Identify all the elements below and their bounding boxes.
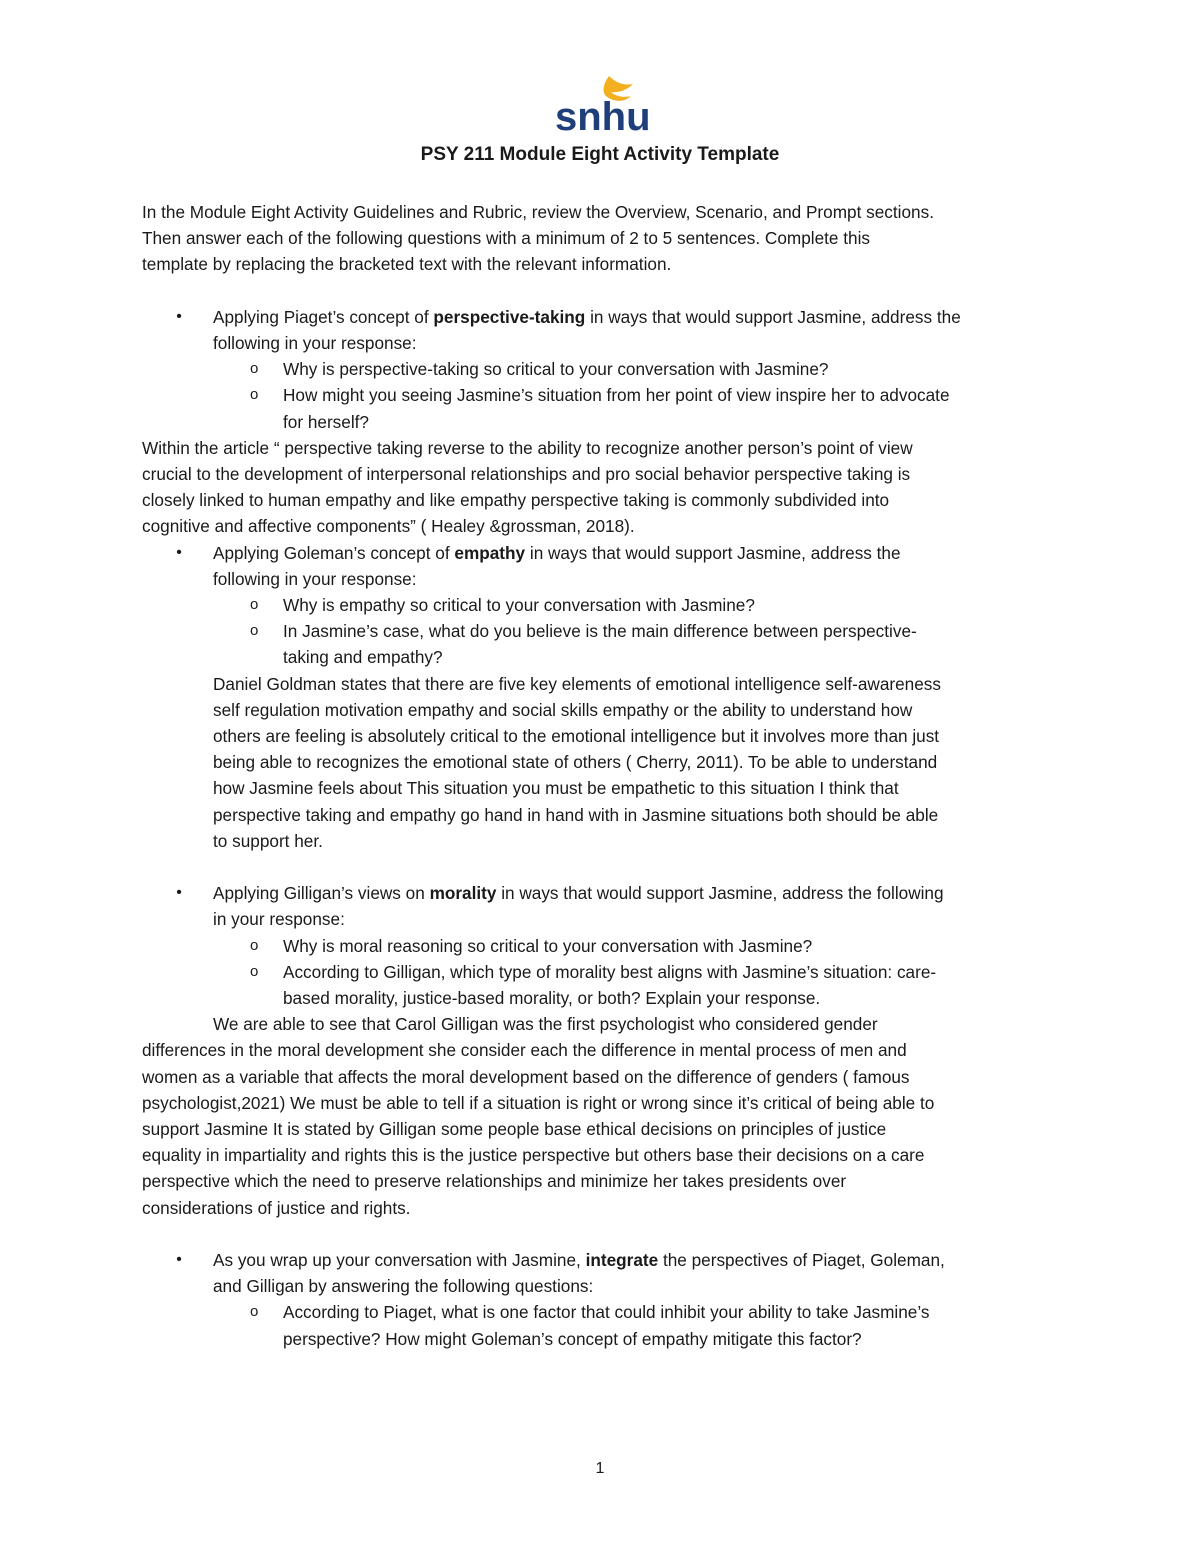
logo-wordmark: snhu	[555, 95, 651, 139]
bullet-marker: •	[176, 884, 182, 902]
sub-question: o According to Gilligan, which type of morality best aligns with Jasmine’s situation: care-	[142, 959, 1072, 985]
answer-line: perspective which the need to preserve relationships and minimize her takes presidents over	[142, 1171, 847, 1192]
sub-question: o In Jasmine’s case, what do you believe is the main difference between perspective-	[142, 618, 1072, 644]
answer-line: Daniel Goldman states that there are five key elements of emotional intelligence self-awareness	[213, 673, 941, 694]
sub-question: o How might you seeing Jasmine’s situation from her point of view inspire her to advocate	[142, 382, 1072, 408]
page-title: PSY 211 Module Eight Activity Template	[420, 144, 780, 165]
sub-marker: o	[250, 1303, 259, 1321]
answer-line: perspective taking and empathy go hand in hand with in Jasmine situations both should be able	[213, 804, 939, 825]
answer-line: being able to recognizes the emotional state of others ( Cherry, 2011). To be able to understand	[213, 752, 938, 773]
sub-question: o Why is perspective-taking so critical to your conversation with Jasmine?	[142, 356, 1072, 382]
answer-line: psychologist,2021) We must be able to tell if a situation is right or wrong since it’s critical of being able to	[142, 1092, 935, 1113]
answer-line: support Jasmine It is stated by Gilligan some people base ethical decisions on principles of justice	[142, 1119, 887, 1140]
bullet-empathy: • Applying Goleman’s concept of empathy in ways that would support Jasmine, address the	[142, 540, 1072, 566]
bullet-marker: •	[176, 543, 182, 561]
bullet-morality: • Applying Gilligan’s views on morality in ways that would support Jasmine, address the following	[142, 880, 1072, 906]
sub-marker: o	[250, 360, 259, 378]
answer-line: equality in impartiality and rights this is the justice perspective but others base their decisions on a care	[142, 1145, 925, 1166]
answer-line: Within the article “ perspective taking reverse to the ability to recognize another person’s point of view	[142, 437, 913, 458]
intro-line: Then answer each of the following questions with a minimum of 2 to 5 sentences. Complete this	[142, 228, 870, 249]
answer-line: how Jasmine feels about This situation you must be empathetic to this situation I think that	[213, 778, 899, 799]
snhu-flame-logo-icon	[553, 74, 651, 139]
snhu-logo	[553, 74, 651, 139]
sub-marker: o	[250, 386, 259, 404]
sub-marker: o	[250, 622, 259, 640]
sub-marker: o	[250, 596, 259, 614]
bullet-line: and Gilligan by answering the following questions:	[213, 1276, 594, 1297]
sub-question: o Why is moral reasoning so critical to your conversation with Jasmine?	[142, 933, 1072, 959]
sub-question: o According to Piaget, what is one factor that could inhibit your ability to take Jasmine’s	[142, 1299, 1072, 1325]
sub-marker: o	[250, 962, 259, 980]
answer-line: crucial to the development of interpersonal relationships and pro social behavior perspective taking is	[142, 464, 911, 485]
answer-line: others are feeling is absolutely critical to the emotional intelligence but it involves more than just	[213, 726, 940, 747]
sub-question-continued: for herself?	[283, 411, 369, 432]
bullet-line: following in your response:	[213, 333, 417, 353]
bold-term: perspective-taking	[433, 306, 586, 327]
answer-line: differences in the moral development she consider each the difference in mental process of men and	[142, 1040, 907, 1061]
page-number: 1	[595, 1460, 605, 1477]
bullet-perspective-taking: • Applying Piaget’s concept of perspective-taking in ways that would support Jasmine, address the	[142, 304, 1072, 330]
bold-term: integrate	[585, 1250, 659, 1271]
answer-line: cognitive and affective components” ( Healey &grossman, 2018).	[142, 516, 635, 537]
answer-line: self regulation motivation empathy and social skills empathy or the ability to understand how	[213, 699, 913, 720]
intro-line: In the Module Eight Activity Guidelines and Rubric, review the Overview, Scenario, and Prompt sections.	[142, 202, 934, 222]
sub-question: o Why is empathy so critical to your conversation with Jasmine?	[142, 592, 1072, 618]
answer-line: to support her.	[213, 830, 323, 851]
bullet-marker: •	[176, 307, 182, 325]
sub-question-continued: based morality, justice-based morality, or both? Explain your response.	[283, 988, 821, 1009]
bullet-line: in your response:	[213, 909, 345, 930]
bold-term: empathy	[454, 542, 526, 563]
answer-line: women as a variable that affects the moral development based on the difference of genders ( famous	[142, 1066, 910, 1087]
answer-line: considerations of justice and rights.	[142, 1197, 411, 1218]
bullet-line: following in your response:	[213, 568, 417, 589]
bold-term: morality	[429, 883, 497, 904]
answer-line: We are able to see that Carol Gilligan was the first psychologist who considered gender	[213, 1014, 878, 1035]
bullet-marker: •	[176, 1251, 182, 1269]
document-body	[142, 199, 1072, 1352]
sub-question-continued: perspective? How might Goleman’s concept of empathy mitigate this factor?	[283, 1328, 862, 1349]
sub-question-continued: taking and empathy?	[283, 647, 443, 668]
intro-line: template by replacing the bracketed text with the relevant information.	[142, 254, 672, 275]
answer-line: closely linked to human empathy and like empathy perspective taking is commonly subdivided into	[142, 490, 890, 511]
sub-marker: o	[250, 936, 259, 954]
bullet-integrate: • As you wrap up your conversation with Jasmine, integrate the perspectives of Piaget, Goleman,	[142, 1247, 1072, 1273]
